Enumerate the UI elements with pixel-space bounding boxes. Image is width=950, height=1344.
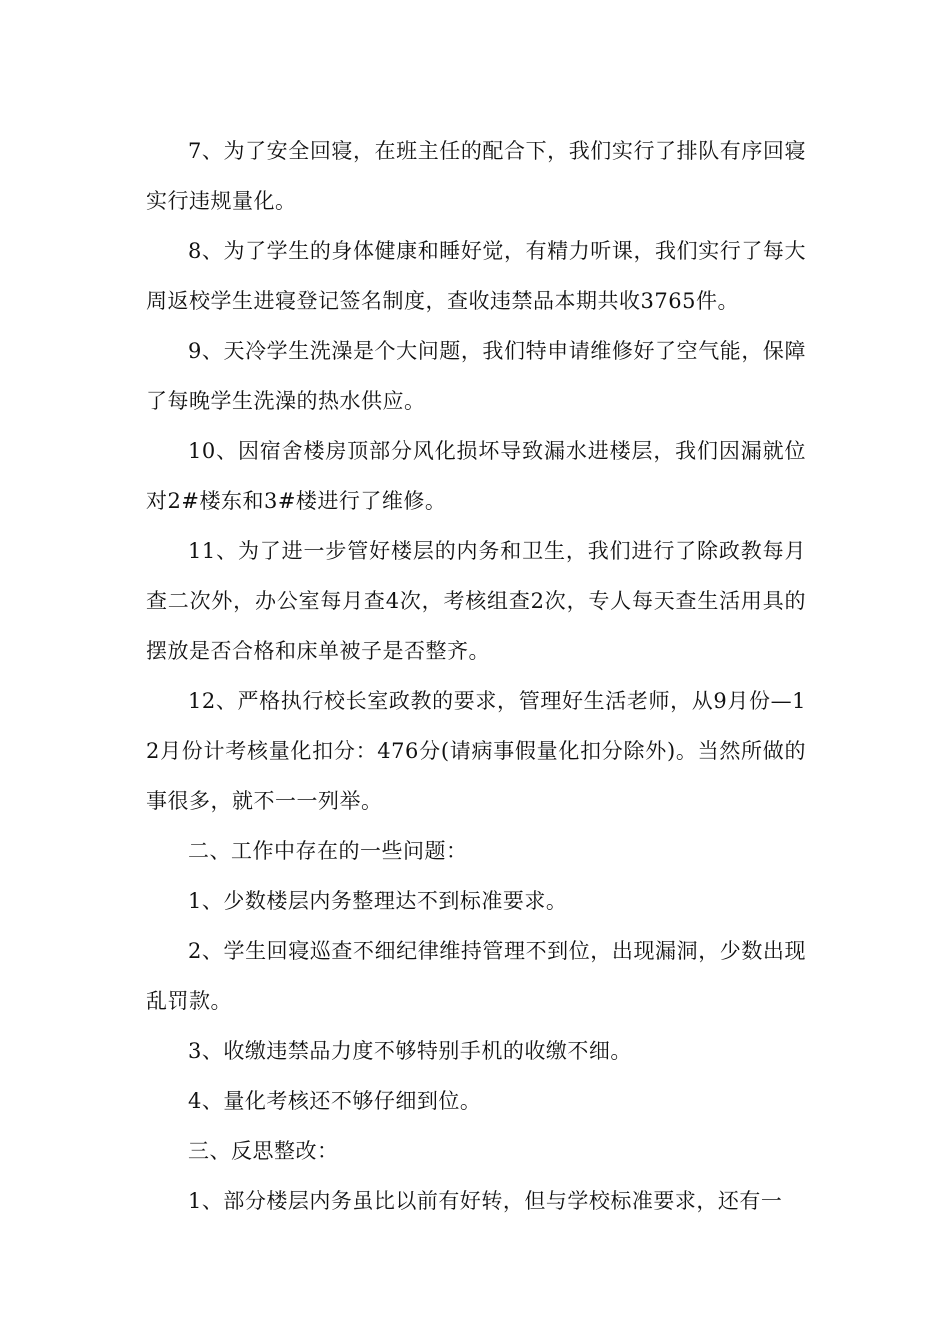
- problem-item-2: 2、学生回寝巡查不细纪律维持管理不到位，出现漏洞，少数出现乱罚款。: [146, 939, 806, 1013]
- section-heading-problems: 二、工作中存在的一些问题：: [188, 839, 468, 863]
- paragraph-item-10: 10、因宿舍楼房顶部分风化损坏导致漏水进楼层，我们因漏就位对2#楼东和3#楼进行了维修。: [146, 439, 806, 513]
- paragraph-item-9: 9、天冷学生洗澡是个大问题，我们特申请维修好了空气能，保障了每晚学生洗澡的热水供应。: [146, 339, 806, 413]
- reflection-item-1: 1、部分楼层内务虽比以前有好转，但与学校标准要求，还有一: [188, 1189, 783, 1213]
- document-body: [146, 126, 806, 1226]
- problem-item-1: 1、少数楼层内务整理达不到标准要求。: [188, 889, 568, 913]
- paragraph-item-7: 7、为了安全回寝，在班主任的配合下，我们实行了排队有序回寝实行违规量化。: [146, 139, 806, 213]
- paragraph-item-11: 11、为了进一步管好楼层的内务和卫生，我们进行了除政教每月查二次外，办公室每月查4次，考核组查2次，专人每天查生活用具的摆放是否合格和床单被子是否整齐。: [146, 539, 806, 663]
- paragraph-item-8: 8、为了学生的身体健康和睡好觉，有精力听课，我们实行了每大周返校学生进寝登记签名制度，查收违禁品本期共收3765件。: [146, 239, 806, 313]
- paragraph-item-12: 12、严格执行校长室政教的要求，管理好生活老师，从9月份—12月份计考核量化扣分：476分(请病事假量化扣分除外)。当然所做的事很多，就不一一列举。: [146, 689, 806, 813]
- problem-item-4: 4、量化考核还不够仔细到位。: [188, 1089, 482, 1113]
- section-heading-reflection: 三、反思整改：: [188, 1139, 339, 1163]
- problem-item-3: 3、收缴违禁品力度不够特别手机的收缴不细。: [188, 1039, 632, 1063]
